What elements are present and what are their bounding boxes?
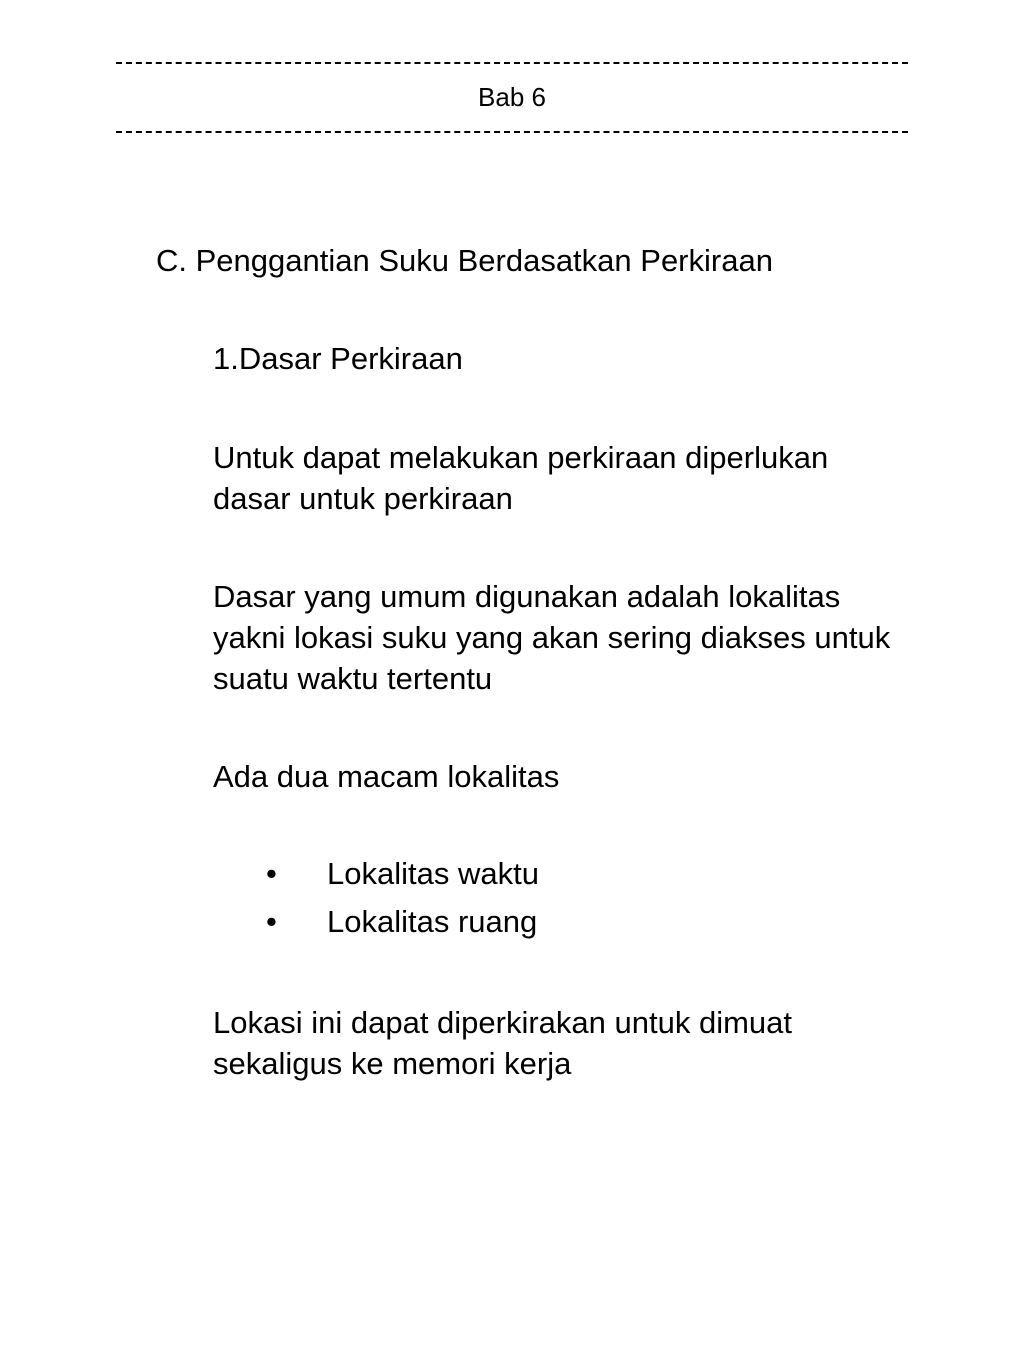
chapter-label: Bab 6 [478, 82, 546, 112]
paragraph-locality-types [213, 756, 559, 797]
bullet-icon: • [266, 856, 277, 891]
section-title: C. Penggantian Suku Berdasatkan Perkiraan [156, 243, 773, 278]
bullet-icon: • [266, 904, 277, 939]
paragraph-line: suatu waktu tertentu [213, 661, 493, 696]
paragraph-line: sekaligus ke memori kerja [213, 1046, 572, 1081]
paragraph-line: Ada dua macam lokalitas [213, 759, 560, 794]
header-dashed-rule-bottom [116, 131, 908, 133]
list-item-label: Lokalitas waktu [327, 856, 539, 891]
paragraph-line: dasar untuk perkiraan [213, 481, 513, 516]
paragraph-need-basis [213, 437, 828, 519]
list-item-label: Lokalitas ruang [327, 904, 538, 939]
paragraph-line: Untuk dapat melakukan perkiraan diperlukan [213, 440, 829, 475]
paragraph-line: Dasar yang umum digunakan adalah lokalitas [213, 579, 841, 614]
paragraph-line: Lokasi ini dapat diperkirakan untuk dimuat [213, 1005, 793, 1040]
header-dashed-rule-top [116, 62, 908, 64]
paragraph-load-to-memory [213, 1002, 792, 1084]
subsection-title: 1.Dasar Perkiraan [213, 341, 463, 376]
paragraph-line: yakni lokasi suku yang akan sering diakses untuk [213, 620, 891, 655]
paragraph-locality-basis [213, 576, 890, 699]
